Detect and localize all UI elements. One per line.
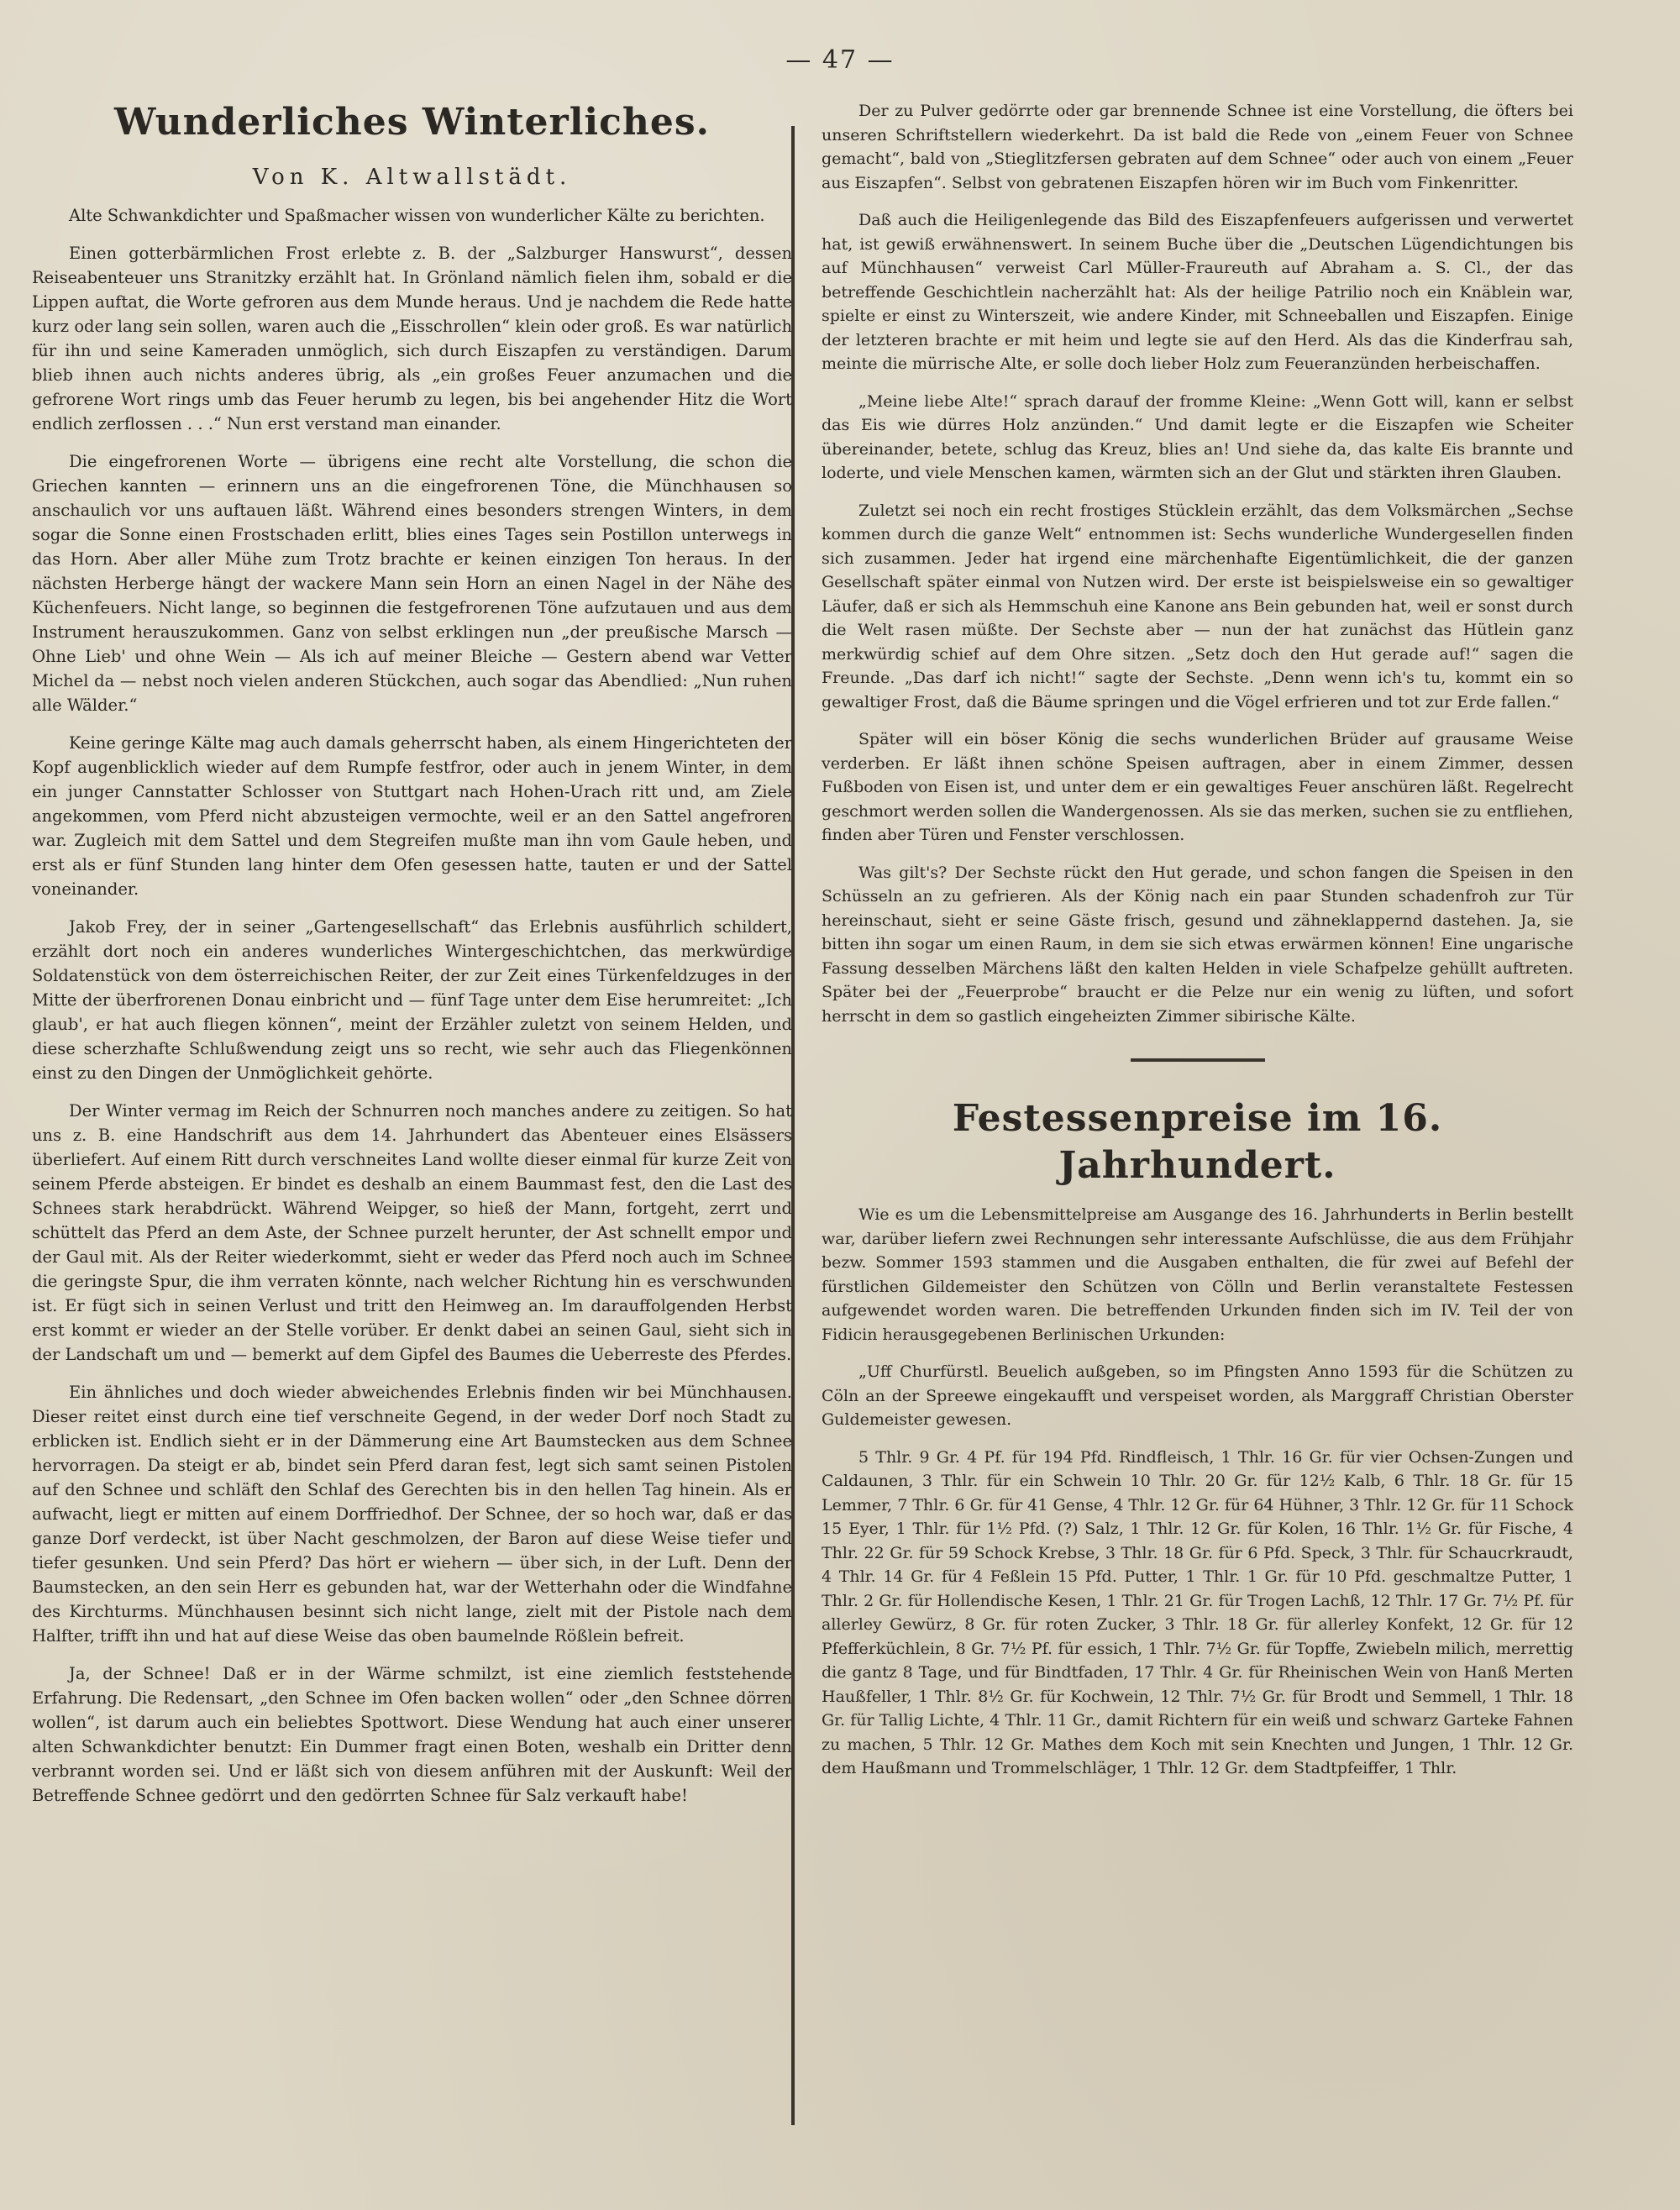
article-paragraph: Zuletzt sei noch ein recht frostiges Stücklein erzählt, das dem Volksmärchen „Sechse kommen durch die ganze Welt“ entnommen ist: Sechs wunderliche Wundergesellen finden sich zusammen. Jeder hat irgend eine märchenhafte Eigentümlichkeit, die der ganzen Gesellschaft später einmal von Nutzen wird. Der erste ist beispielsweise ein so gewaltiger Läufer, daß er sich als Hemmschuh eine Kanone ans Bein gebunden hat, weil er sonst durch die Welt rasen müßte. Der Sechste aber — nun der hat zunächst das Hütlein ganz merkwürdig schief auf dem Ohre sitzen. „Setz doch den Hut gerade auf!“ sagen die Freunde. „Das darf ich nicht!“ sagte der Sechste. „Denn wenn ich's tu, kommt ein so gewaltiger Frost, daß die Bäume springen und die Vögel erfrieren und tot zur Erde fallen.“ (822, 501, 1573, 711)
article-title: Festessenpreise im 16. Jahrhundert. (952, 1097, 1443, 1187)
article-separator (1131, 1058, 1265, 1062)
page-number: — 47 — (785, 45, 895, 75)
article-paragraph: Ja, der Schnee! Daß er in der Wärme schmilzt, ist eine ziemlich feststehende Erfahrung. Die Redensart, „den Schnee im Ofen backen wollen“ oder „den Schnee dörren wollen“, ist darum auch ein beliebtes Spottwort. Diese Wendung hat auch einer unserer alten Schwankdichter benutzt: Ein Dummer fragt einen Boten, weshalb ein Dritter denn verbrannt worden sei. Und er läßt sich von diesem anführen mit der Auskunft: Weil der Betreffende Schnee gedörrt und den gedörrten Schnee für Salz verkauft habe! (32, 1664, 792, 1805)
article-paragraph: „Meine liebe Alte!“ sprach darauf der fromme Kleine: „Wenn Gott will, kann er selbst das Eis wie dürres Holz anzünden.“ Und damit legte er die Eiszapfen wie Scheiter übereinander, betete, schlug das Kreuz, blies an! Und siehe da, das kalte Eis brannte und loderte, und viele Menschen kamen, wärmten sich an der Glut und stärkten ihren Glauben. (822, 391, 1573, 482)
article-paragraph: Ein ähnliches und doch wieder abweichendes Erlebnis finden wir bei Münchhausen. Dieser reitet einst durch eine tief verschneite Gegend, in der weder Dorf noch Stadt zu erblicken ist. Endlich sieht er in der Dämmerung eine Art Baumstecken aus dem Schnee hervorragen. Da steigt er ab, bindet sein Pferd daran fest, legt sich samt seinen Pistolen auf den Schnee und schläft den Schlaf des Gerechten bis in den hellen Tag hinein. Als er aufwacht, liegt er mitten auf einem Dorffriedhof. Der Schnee, der so hoch war, daß er das ganze Dorf verdeckt, ist über Nacht geschmolzen, der Baron auf diese Weise tiefer und tiefer gesunken. Und sein Pferd? Das hört er wiehern — über sich, in der Luft. Denn der Baumstecken, an den sein Herr es gebunden hat, war der Wetterhahn oder die Windfahne des Kirchturms. Münchhausen besinnt sich nicht lange, zielt mit der Pistole nach dem Halfter, trifft ihn und hat auf diese Weise das oben baumelnde Rößlein befreit. (32, 1383, 792, 1646)
article-byline: Von K. Altwallstädt. (252, 165, 572, 190)
article-paragraph: 5 Thlr. 9 Gr. 4 Pf. für 194 Pfd. Rindfleisch, 1 Thlr. 16 Gr. für vier Ochsen-Zungen und Caldaunen, 3 Thlr. für ein Schwein 10 Thlr. 20 Gr. für 12½ Kalb, 6 Thlr. 18 Gr. für 15 Lemmer, 7 Thlr. 6 Gr. für 41 Gense, 4 Thlr. 12 Gr. für 64 Hühner, 3 Thlr. 12 Gr. für 11 Schock 15 Eyer, 1 Thlr. für 1½ Pfd. (?) Salz, 1 Thlr. 12 Gr. für Kolen, 16 Thlr. 1½ Gr. für Fische, 4 Thlr. 22 Gr. für 59 Schock Krebse, 3 Thlr. 18 Gr. für 6 Pfd. Speck, 3 Thlr. für Schaucrkraudt, 4 Thlr. 14 Gr. für 4 Feßlein 15 Pfd. Putter, 1 Thlr. 1 Gr. für 10 Pfd. geschmaltze Putter, 1 Thlr. 2 Gr. für Hollendische Kesen, 1 Thlr. 21 Gr. für Trogen Lachß, 12 Thlr. 17 Gr. 7½ Pf. für allerley Gewürz, 8 Gr. für roten Zucker, 3 Thlr. 18 Gr. für allerley Konfekt, 12 Gr. für 12 Pfefferküchlein, 8 Gr. 7½ Pf. für essich, 1 Thlr. 7½ Gr. für Topffe, Zwiebeln milich, merrettig die gantz 8 Tage, und für Bindtfaden, 17 Thlr. 4 Gr. für Rheinischen Wein von Hanß Merten Haußfeller, 1 Thlr. 8½ Gr. für Kochwein, 12 Thlr. 7½ Gr. für Brodt und Semmell, 1 Thlr. 18 Gr. für Tallig Lichte, 4 Thlr. 11 Gr., damit Richtern für ein weiß und schwarz Garteke Fahnen zu machen, 5 Thlr. 12 Gr. Mathes dem Koch mit sein Knechten und Jungen, 1 Thlr. 12 Gr. dem Haußmann und Trommelschläger, 1 Thlr. 12 Gr. dem Stadtpfeiffer, 1 Thlr. (822, 1447, 1573, 1777)
article-paragraph: „Uff Churfürstl. Beuelich außgeben, so im Pfingsten Anno 1593 für die Schützen zu Cöln an der Spreewe eingekaufft und verspeiset worden, als Marggraff Christian Oberster Guldemeister gewesen. (822, 1362, 1573, 1429)
article-paragraph: Alte Schwankdichter und Spaßmacher wissen von wunderlicher Kälte zu berichten. (69, 206, 765, 225)
article-title: Wunderliches Winterliches. (114, 101, 710, 144)
right-column (822, 99, 1573, 1794)
left-column (32, 99, 792, 1821)
article-paragraph: Jakob Frey, der in seiner „Gartengesellschaft“ das Erlebnis ausführlich schildert, erzählt dort noch ein anderes wunderliches Wintergeschichtchen, das merkwürdige Soldatenstück von dem österreichischen Reiter, der zur Zeit eines Türkenfeldzuges in der Mitte der überfrorenen Donau einbricht und — fünf Tage unter dem Eise herumreitet: „Ich glaub', er hat auch fliegen können“, meint der Erzähler zuletzt von seinem Helden, und diese scherzhafte Schlußwendung zeigt uns so recht, wie sehr auch das Fliegenkönnen einst zu den Dingen der Unmöglichkeit gehörte. (32, 917, 792, 1083)
article-paragraph: Keine geringe Kälte mag auch damals geherrscht haben, als einem Hingerichteten der Kopf augenblicklich wieder auf dem Rumpfe festfror, oder auch in jenem Winter, in dem ein junger Cannstatter Schlosser von Stuttgart nach Hohen-Urach ritt und, am Ziele angekommen, vom Pferd nicht abzusteigen vermochte, weil er an den Sattel angefroren war. Zugleich mit dem Sattel und dem Stegreifen mußte man ihn vom Gaule heben, und erst als er fünf Stunden lang hinter dem Ofen gesessen hatte, tauten er und der Sattel voneinander. (32, 733, 792, 899)
article-paragraph: Später will ein böser König die sechs wunderlichen Brüder auf grausame Weise verderben. Er läßt ihnen schöne Speisen auftragen, aber in einem Zimmer, dessen Fußboden von Eisen ist, und unter dem er ein gewaltiges Feuer anschüren läßt. Regelrecht geschmort werden sollen die Wandergenossen. Als sie das merken, suchen sie zu entfliehen, finden aber Türen und Fenster verschlossen. (822, 730, 1573, 844)
article-paragraph: Der zu Pulver gedörrte oder gar brennende Schnee ist eine Vorstellung, die öfters bei unseren Schriftstellern wiederkehrt. Da ist bald die Rede von „einem Feuer von Schnee gemacht“, bald von „Stieglitzfersen gebraten auf dem Schnee“ oder auch von einem „Feuer aus Eiszapfen“. Selbst von gebratenen Eiszapfen hören wir im Buch vom Finkenritter. (822, 102, 1573, 192)
article-paragraph: Die eingefrorenen Worte — übrigens eine recht alte Vorstellung, die schon die Griechen kannten — erinnern uns an die eingefrorenen Töne, die Münchhausen so anschaulich vor uns auftauen läßt. Während eines besonders strengen Winters, in dem sogar die Sonne einen Frostschaden erlitt, blies eines Tages sein Postillon unterwegs in das Horn. Aber aller Mühe zum Trotz brachte er keinen einzigen Ton heraus. In der nächsten Herberge hängt der wackere Mann sein Horn an einen Nagel in der Nähe des Küchenfeuers. Nicht lange, so beginnen die festgefrorenen Töne aufzutauen und aus dem Instrument herauszukommen. Ganz von selbst erklingen nun „der preußische Marsch — Ohne Lieb' und ohne Wein — Als ich auf meiner Bleiche — Gestern abend war Vetter Michel da — nebst noch vielen anderen Stückchen, auch sogar das Abendlied: „Nun ruhen alle Wälder.“ (32, 452, 792, 715)
article-paragraph: Daß auch die Heiligenlegende das Bild des Eiszapfenfeuers aufgerissen und verwertet hat, ist gewiß erwähnenswert. In seinem Buche über die „Deutschen Lügendichtungen bis auf Münchhausen“ verweist Carl Müller-Fraureuth auf Abraham a. S. Cl., der das betreffende Geschichtlein nacherzählt hat: Als der heilige Patrilio noch ein Knäblein war, spielte er einst zu Winterszeit, wie andere Kinder, mit Schneeballen und Eiszapfen. Einige der letzteren brachte er mit heim und legte sie auf den Herd. Als das die Kinderfrau sah, meinte die mürrische Alte, er solle doch lieber Holz zum Feueranzünden herbeischaffen. (822, 211, 1573, 373)
article-paragraph: Der Winter vermag im Reich der Schnurren noch manches andere zu zeitigen. So hat uns z. B. eine Handschrift aus dem 14. Jahrhundert das Abenteuer eines Elsässers überliefert. Auf einem Ritt durch verschneites Land wollte dieser einmal für kurze Zeit von seinem Pferde absteigen. Er bindet es deshalb an einem Baummast fest, den die Last des Schnees stark herabdrückt. Während Weipger, so hieß der Mann, fortgeht, zerrt und schüttelt das Pferd an dem Aste, der Schnee purzelt herunter, der Ast schnellt empor und der Gaul mit. Als der Reiter wiederkommt, sieht er weder das Pferd noch auch im Schnee die geringste Spur, die ihm verraten könnte, nach welcher Richtung hin es verschwunden ist. Er fügt sich in seinen Verlust und tritt den Heimweg an. Im darauffolgenden Herbst erst kommt er wieder an der Stelle vorüber. Er denkt dabei an seinen Gaul, sieht sich in der Landschaft um und — bemerkt auf dem Gipfel des Baumes die Ueberreste des Pferdes. (32, 1101, 792, 1364)
article-paragraph: Wie es um die Lebensmittelpreise am Ausgange des 16. Jahrhunderts in Berlin bestellt war, darüber liefern zwei Rechnungen sehr interessante Aufschlüsse, die aus dem Frühjahr bezw. Sommer 1593 stammen und die Ausgaben enthalten, die für zwei auf Befehl der fürstlichen Gildemeister den Schützen von Cölln und Berlin veranstaltete Festessen aufgewendet worden waren. Die betreffenden Urkunden finden sich im IV. Teil der von Fidicin herausgegebenen Berlinischen Urkunden: (822, 1205, 1573, 1344)
article-paragraph: Was gilt's? Der Sechste rückt den Hut gerade, und schon fangen die Speisen in den Schüsseln an zu gefrieren. Als der König nach ein paar Stunden schadenfroh zur Tür hereinschaut, sieht er seine Gäste frisch, gesund und zähneklappernd dastehen. Ja, sie bitten ihn sogar um einen Raum, in dem sie sich etwas erwärmen können! Eine ungarische Fassung desselben Märchens läßt den kalten Helden in viele Schafpelze gehüllt auftreten. Später bei der „Feuerprobe“ braucht er die Pelze nur ein wenig zu lüften, und sofort herrscht in dem so gastlich eingeheizten Zimmer sibirische Kälte. (822, 863, 1573, 1026)
article-paragraph: Einen gotterbärmlichen Frost erlebte z. B. der „Salzburger Hanswurst“, dessen Reiseabenteuer uns Stranitzky erzählt hat. In Grönland nämlich fielen ihm, sobald er die Lippen auftat, die Worte gefroren aus dem Munde heraus. Und je nachdem die Rede hatte kurz oder lang sein sollen, waren auch die „Eisschrollen“ klein oder groß. Es war natürlich für ihn und seine Kameraden unmöglich, sich durch Eiszapfen zu verständigen. Darum blieb ihnen auch nichts anderes übrig, als „ein großes Feuer anzumachen und die gefrorene Wort rings umb das Feuer herumb zu legen, bis bei angehender Hitz die Wort endlich zerflossen . . .“ Nun erst verstand man einander. (32, 244, 792, 433)
